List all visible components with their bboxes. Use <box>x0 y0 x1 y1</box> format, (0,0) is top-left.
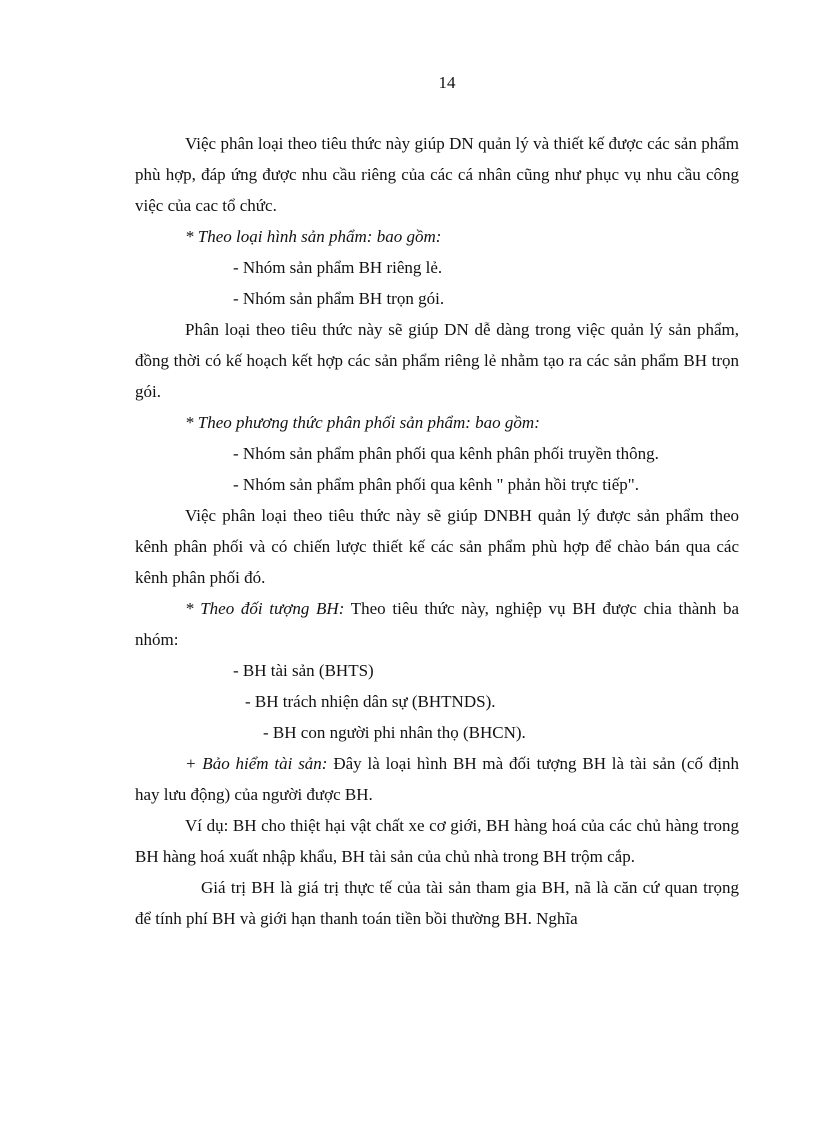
insurance-object-text: Theo tiêu thức này, nghiệp vụ BH được chia thành ba nhóm: <box>135 599 739 649</box>
property-insurance-text: Đây là loại hình BH mà đối tượng BH là tài sản (cố định hay lưu động) của người được BH. <box>135 754 740 804</box>
page-number: 14 <box>438 73 456 92</box>
paragraph-example: Ví dụ: BH cho thiệt hại vật chất xe cơ giới, BH hàng hoá của các chủ hàng trong BH hàng hoá xuất nhập khẩu, BH tài sản của chủ nhà trong BH trộm cắp. <box>135 816 739 866</box>
list-item-liability-insurance: - BH trách nhiện dân sự (BHTNDS). <box>245 692 496 711</box>
list-item-traditional-channel: - Nhóm sản phẩm phân phối qua kênh phân phối truyền thông. <box>233 444 659 463</box>
heading-insurance-object: * Theo đối tượng BH: <box>185 599 345 618</box>
list-item-property-insurance: - BH tài sản (BHTS) <box>233 661 374 680</box>
heading-product-type: * Theo loại hình sản phẩm: bao gồm: <box>185 227 442 246</box>
paragraph-property-insurance <box>135 748 739 810</box>
paragraph-product-type-benefit: Phân loại theo tiêu thức này sẽ giúp DN dễ dàng trong việc quản lý sản phẩm, đồng thời có kế hoạch kết hợp các sản phẩm riêng lẻ nhằm tạo ra các sản phẩm BH trọn gói. <box>135 320 739 401</box>
list-item-direct-response-channel: - Nhóm sản phẩm phân phối qua kênh " phản hồi trực tiếp". <box>233 475 639 494</box>
list-item-individual-products: - Nhóm sản phẩm BH riêng lẻ. <box>233 258 443 277</box>
heading-property-insurance: + Bảo hiểm tài sản: <box>185 754 328 773</box>
list-item-package-products: - Nhóm sản phẩm BH trọn gói. <box>233 289 445 308</box>
heading-distribution-method: * Theo phương thức phân phối sản phẩm: bao gồm: <box>185 413 540 432</box>
paragraph-distribution-benefit: Việc phân loại theo tiêu thức này sẽ giúp DNBH quản lý được sản phẩm theo kênh phân phối và có chiến lược thiết kế các sản phẩm phù hợp để chào bán qua các kênh phân phối đó. <box>135 506 739 587</box>
document-body <box>135 128 739 934</box>
paragraph-insured-value: Giá trị BH là giá trị thực tế của tài sản tham gia BH, nã là căn cứ quan trọng để tính phí BH và giới hạn thanh toán tiền bồi thường BH. Nghĩa <box>135 878 739 928</box>
paragraph-classification-purpose: Việc phân loại theo tiêu thức này giúp DN quản lý và thiết kế được các sản phẩm phù hợp, đáp ứng được nhu cầu riêng của các cá nhân cũng như phục vụ nhu cầu công việc của cac tổ chức. <box>135 134 739 215</box>
paragraph-insurance-object <box>135 593 739 655</box>
list-item-personal-insurance: - BH con người phi nhân thọ (BHCN). <box>263 723 526 742</box>
